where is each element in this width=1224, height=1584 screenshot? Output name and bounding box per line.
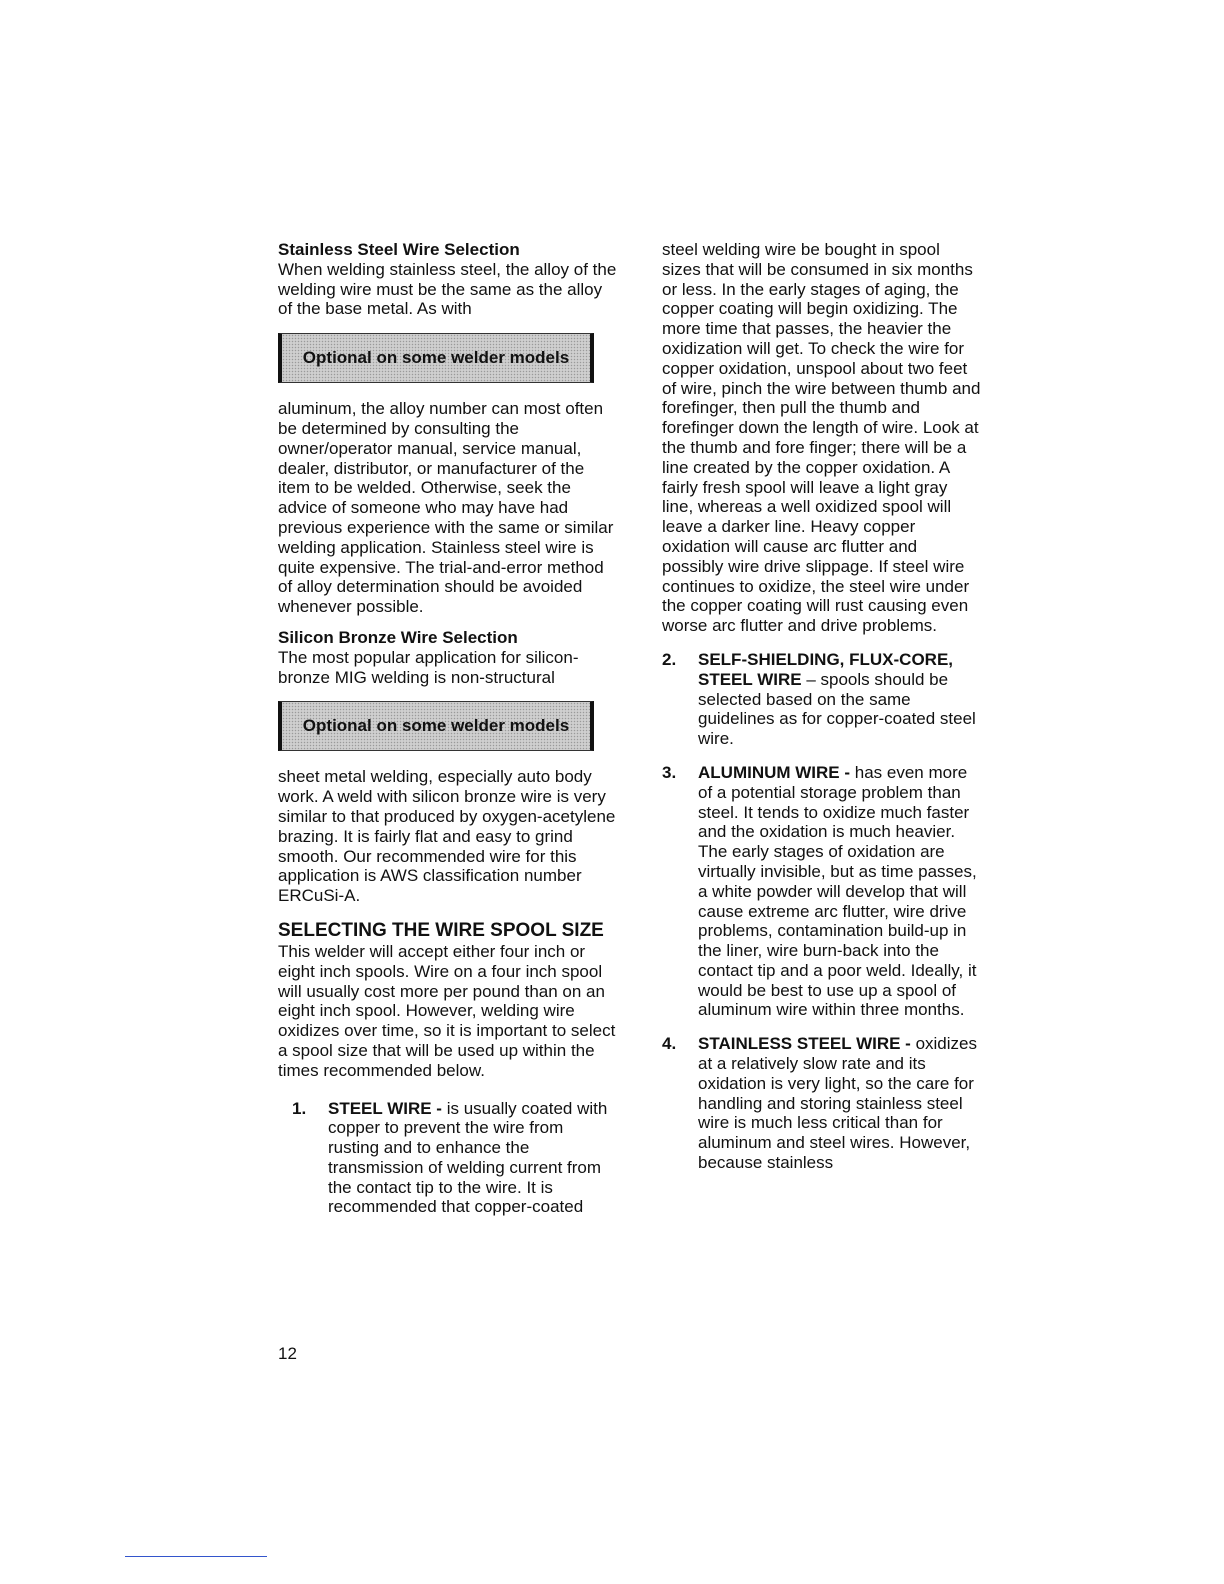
list-number: 4. — [662, 1034, 677, 1054]
list-item — [662, 650, 982, 749]
list-text: has even more of a potential storage problem than steel. It tends to oxidize much faster and the oxidation is much heavier. The early stages of oxidation are virtually invisible, but as time passes, a white powder will develop that will cause extreme arc flutter, wire drive problems, contamination build-up in the liner, wire burn-back into the contact tip and a poor weld. Ideally, it would be best to use up a spool of aluminum wire within three months. — [698, 762, 977, 1020]
stainless-paragraph-1: When welding stainless steel, the alloy of the welding wire must be the same as the alloy of the base metal. As with — [278, 259, 617, 319]
list-item — [662, 1034, 982, 1173]
list-number: 3. — [662, 762, 677, 782]
optional-banner-1: Optional on some welder models — [278, 333, 594, 383]
silicon-paragraph-1: The most popular application for silicon-bronze MIG welding is non-structural — [278, 647, 579, 687]
list-text: – spools should be selected based on the same guidelines as for copper-coated steel wire. — [698, 669, 976, 749]
spool-size-heading: SELECTING THE WIRE SPOOL SIZE — [278, 919, 604, 941]
list-item — [278, 1099, 618, 1218]
silicon-heading: Silicon Bronze Wire Selection — [278, 627, 518, 647]
list-text: oxidizes at a relatively slow rate and its oxidation is very light, so the care for handling and storing stainless steel wire is much less critical than for aluminum and steel wires. However, because stainless — [698, 1034, 977, 1173]
footer-rule — [125, 1556, 267, 1557]
optional-banner-2: Optional on some welder models — [278, 701, 594, 751]
list-text: is usually coated with copper to prevent the wire from rusting and to enhance the transmission of welding current from the contact tip to the wire. It is recommended that copper-coated — [328, 1098, 608, 1217]
wire-list-left — [278, 1099, 618, 1218]
spool-size-paragraph: This welder will accept either four inch or eight inch spools. Wire on a four inch spool will usually cost more per pound than on an eight inch spool. However, welding wire oxidizes over time, so it is important to select a spool size that will be used up within the times recommended below. — [278, 941, 616, 1080]
left-column — [278, 240, 618, 1217]
wire-list-right — [662, 650, 982, 1173]
list-lead: SELF-SHIELDING, FLUX-CORE, STEEL WIRE — [698, 649, 953, 689]
steel-wire-continued: steel welding wire be bought in spool sizes that will be consumed in six months or less. In the early stages of aging, the copper coating will begin oxidizing. The more time that passes, the heavier the oxidization will get. To check the wire for copper oxidation, unspool about two feet of wire, pinch the wire between thumb and forefinger, then pull the thumb and forefinger down the length of wire. Look at the thumb and fore finger; there will be a line created by the copper oxidation. A fairly fresh spool will leave a light gray line, whereas a well oxidized spool will leave a darker line. Heavy copper oxidation will cause arc flutter and possibly wire drive slippage. If steel wire continues to oxidize, the steel wire under the copper coating will rust causing even worse arc flutter and drive problems. — [662, 240, 981, 636]
stainless-heading: Stainless Steel Wire Selection — [278, 240, 520, 259]
silicon-paragraph-2: sheet metal welding, especially auto body work. A weld with silicon bronze wire is very similar to that produced by oxygen-acetylene brazing. It is fairly flat and easy to grind smooth. Our recommended wire for this application is AWS classification number ERCuSi-A. — [278, 767, 616, 906]
list-lead: STEEL WIRE - — [328, 1098, 442, 1118]
right-column — [662, 240, 982, 1173]
list-lead: STAINLESS STEEL WIRE - — [698, 1034, 911, 1054]
list-lead: ALUMINUM WIRE - — [698, 762, 851, 782]
list-number: 2. — [662, 649, 677, 669]
page-number: 12 — [278, 1344, 297, 1363]
list-number: 1. — [292, 1098, 307, 1118]
stainless-paragraph-2: aluminum, the alloy number can most often be determined by consulting the owner/operator manual, service manual, dealer, distributor, or manufacturer of the item to be welded. Otherwise, seek the advice of someone who may have had previous experience with the same or similar welding application. Stainless steel wire is quite expensive. The trial-and-error method of alloy determination should be avoided whenever possible. — [278, 399, 614, 617]
list-item — [662, 763, 982, 1020]
